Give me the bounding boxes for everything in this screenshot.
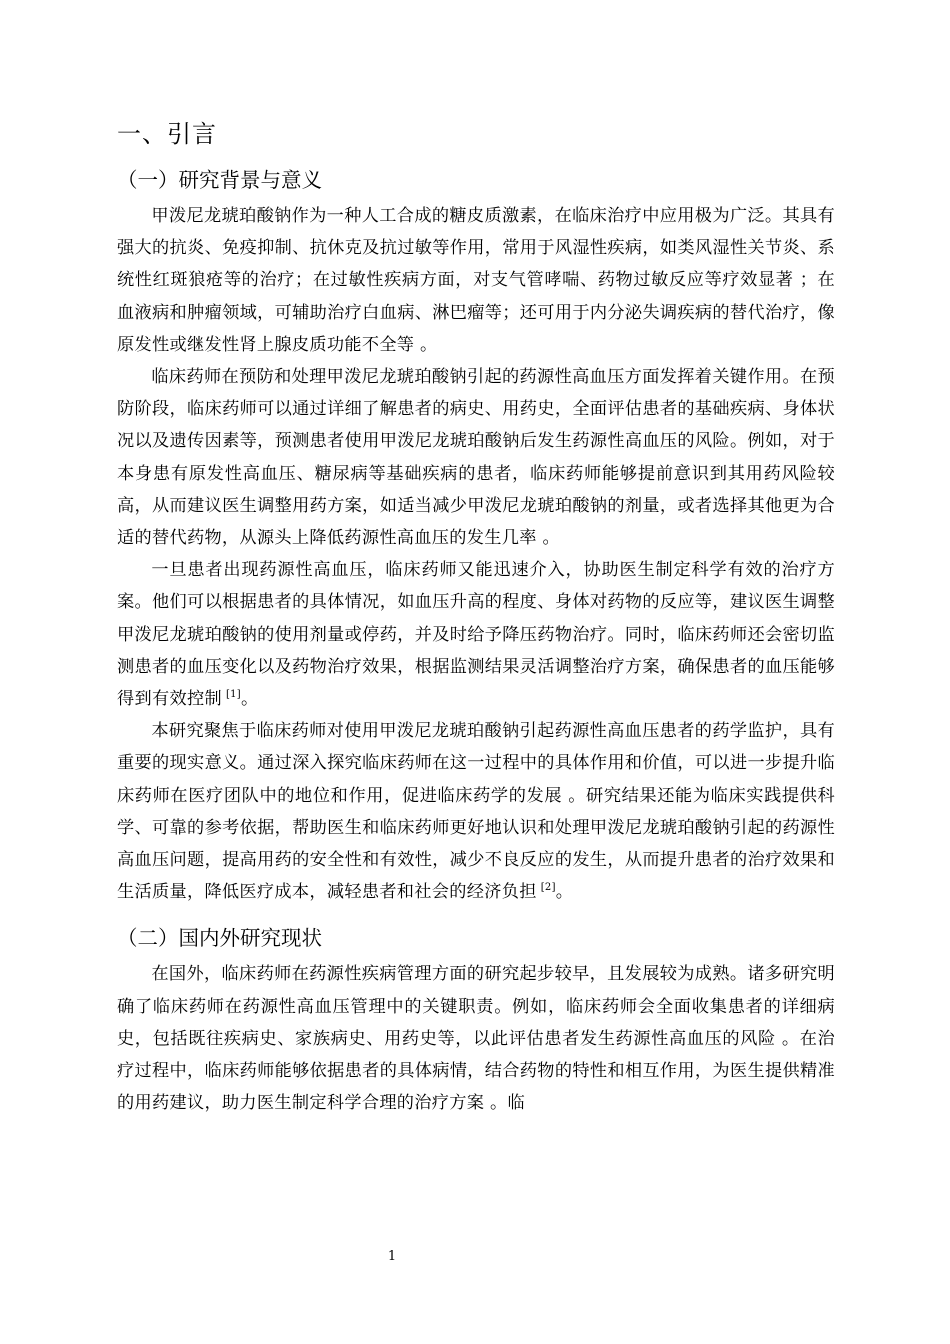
paragraph-background-1: 甲泼尼龙琥珀酸钠作为一种人工合成的糖皮质激素，在临床治疗中应用极为广泛。其具有强大的抗炎、免疫抑制、抗休克及抗过敏等作用，常用于风湿性疾病，如类风湿性关节炎、系统性红斑狼疮等的治疗；在过敏性疾病方面，对支气管哮喘、药物过敏反应等疗效显著 ；在血液病和肿瘤领域，可辅助治疗白血病、淋巴瘤等；还可用于内分泌失调疾病的替代治疗，像原发性或继发性肾上腺皮质功能不全等 。 <box>117 206 835 355</box>
paragraph-background-3 <box>117 554 835 715</box>
subsection-title-research-status: （二）国内外研究现状 <box>117 926 322 951</box>
paragraph-text: 一旦患者出现药源性高血压，临床药师又能迅速介入，协助医生制定科学有效的治疗方案。他们可以根据患者的具体情况，如血压升高的程度、身体对药物的反应等，建议医生调整甲泼尼龙琥珀酸钠的使用剂量或停药，并及时给予降压药物治疗。同时，临床药师还会密切监测患者的血压变化以及药物治疗效果，根据监测结果灵活调整治疗方案，确保患者的血压能够得到有效控制 <box>117 560 835 710</box>
paragraph-end: 。 <box>241 689 259 710</box>
paragraph-background-4 <box>117 715 835 908</box>
paragraph-research-status-1: 在国外，临床药师在药源性疾病管理方面的研究起步较早，且发展较为成熟。诸多研究明确了临床药师在药源性高血压管理中的关键职责。例如，临床药师会全面收集患者的详细病史，包括既往疾病史、家族病史、用药史等，以此评估患者发生药源性高血压的风险 。在治疗过程中，临床药师能够依据患者的具体病情，结合药物的特性和相互作用，为医生提供精准的用药建议，助力医生制定科学合理的治疗方案 。临 <box>117 964 835 1114</box>
paragraph-text: 本研究聚焦于临床药师对使用甲泼尼龙琥珀酸钠引起药源性高血压患者的药学监护，具有重要的现实意义。通过深入探究临床药师在这一过程中的具体作用和价值，可以进一步提升临床药师在医疗团队中的地位和作用，促进临床药学的发展 。研究结果还能为临床实践提供科学、可靠的参考依据，帮助医生和临床药师更好地认识和处理甲泼尼龙琥珀酸钠引起的药源性高血压问题，提高用药的安全性和有效性，减少不良反应的发生，从而提升患者的治疗效果和生活质量，降低医疗成本，减轻患者和社会的经济负担 <box>117 721 835 903</box>
paragraph-end: 。 <box>555 882 574 903</box>
citation-ref: [2] <box>540 882 556 894</box>
page-content <box>117 118 835 1119</box>
subsection-title-background: （一）研究背景与意义 <box>117 168 322 192</box>
citation-ref: [1] <box>225 689 242 701</box>
section-title: 一、引言 <box>117 120 217 148</box>
page-number: 1 <box>387 1249 397 1264</box>
paragraph-background-2: 临床药师在预防和处理甲泼尼龙琥珀酸钠引起的药源性高血压方面发挥着关键作用。在预防阶段，临床药师可以通过详细了解患者的病史、用药史，全面评估患者的基础疾病、身体状况以及遗传因素等，预测患者使用甲泼尼龙琥珀酸钠后发生药源性高血压的风险。例如，对于本身患有原发性高血压、糖尿病等基础疾病的患者，临床药师能够提前意识到其用药风险较高，从而建议医生调整用药方案，如适当减少甲泼尼龙琥珀酸钠的剂量，或者选择其他更为合适的替代药物，从源头上降低药源性高血压的发生几率 。 <box>117 367 835 549</box>
